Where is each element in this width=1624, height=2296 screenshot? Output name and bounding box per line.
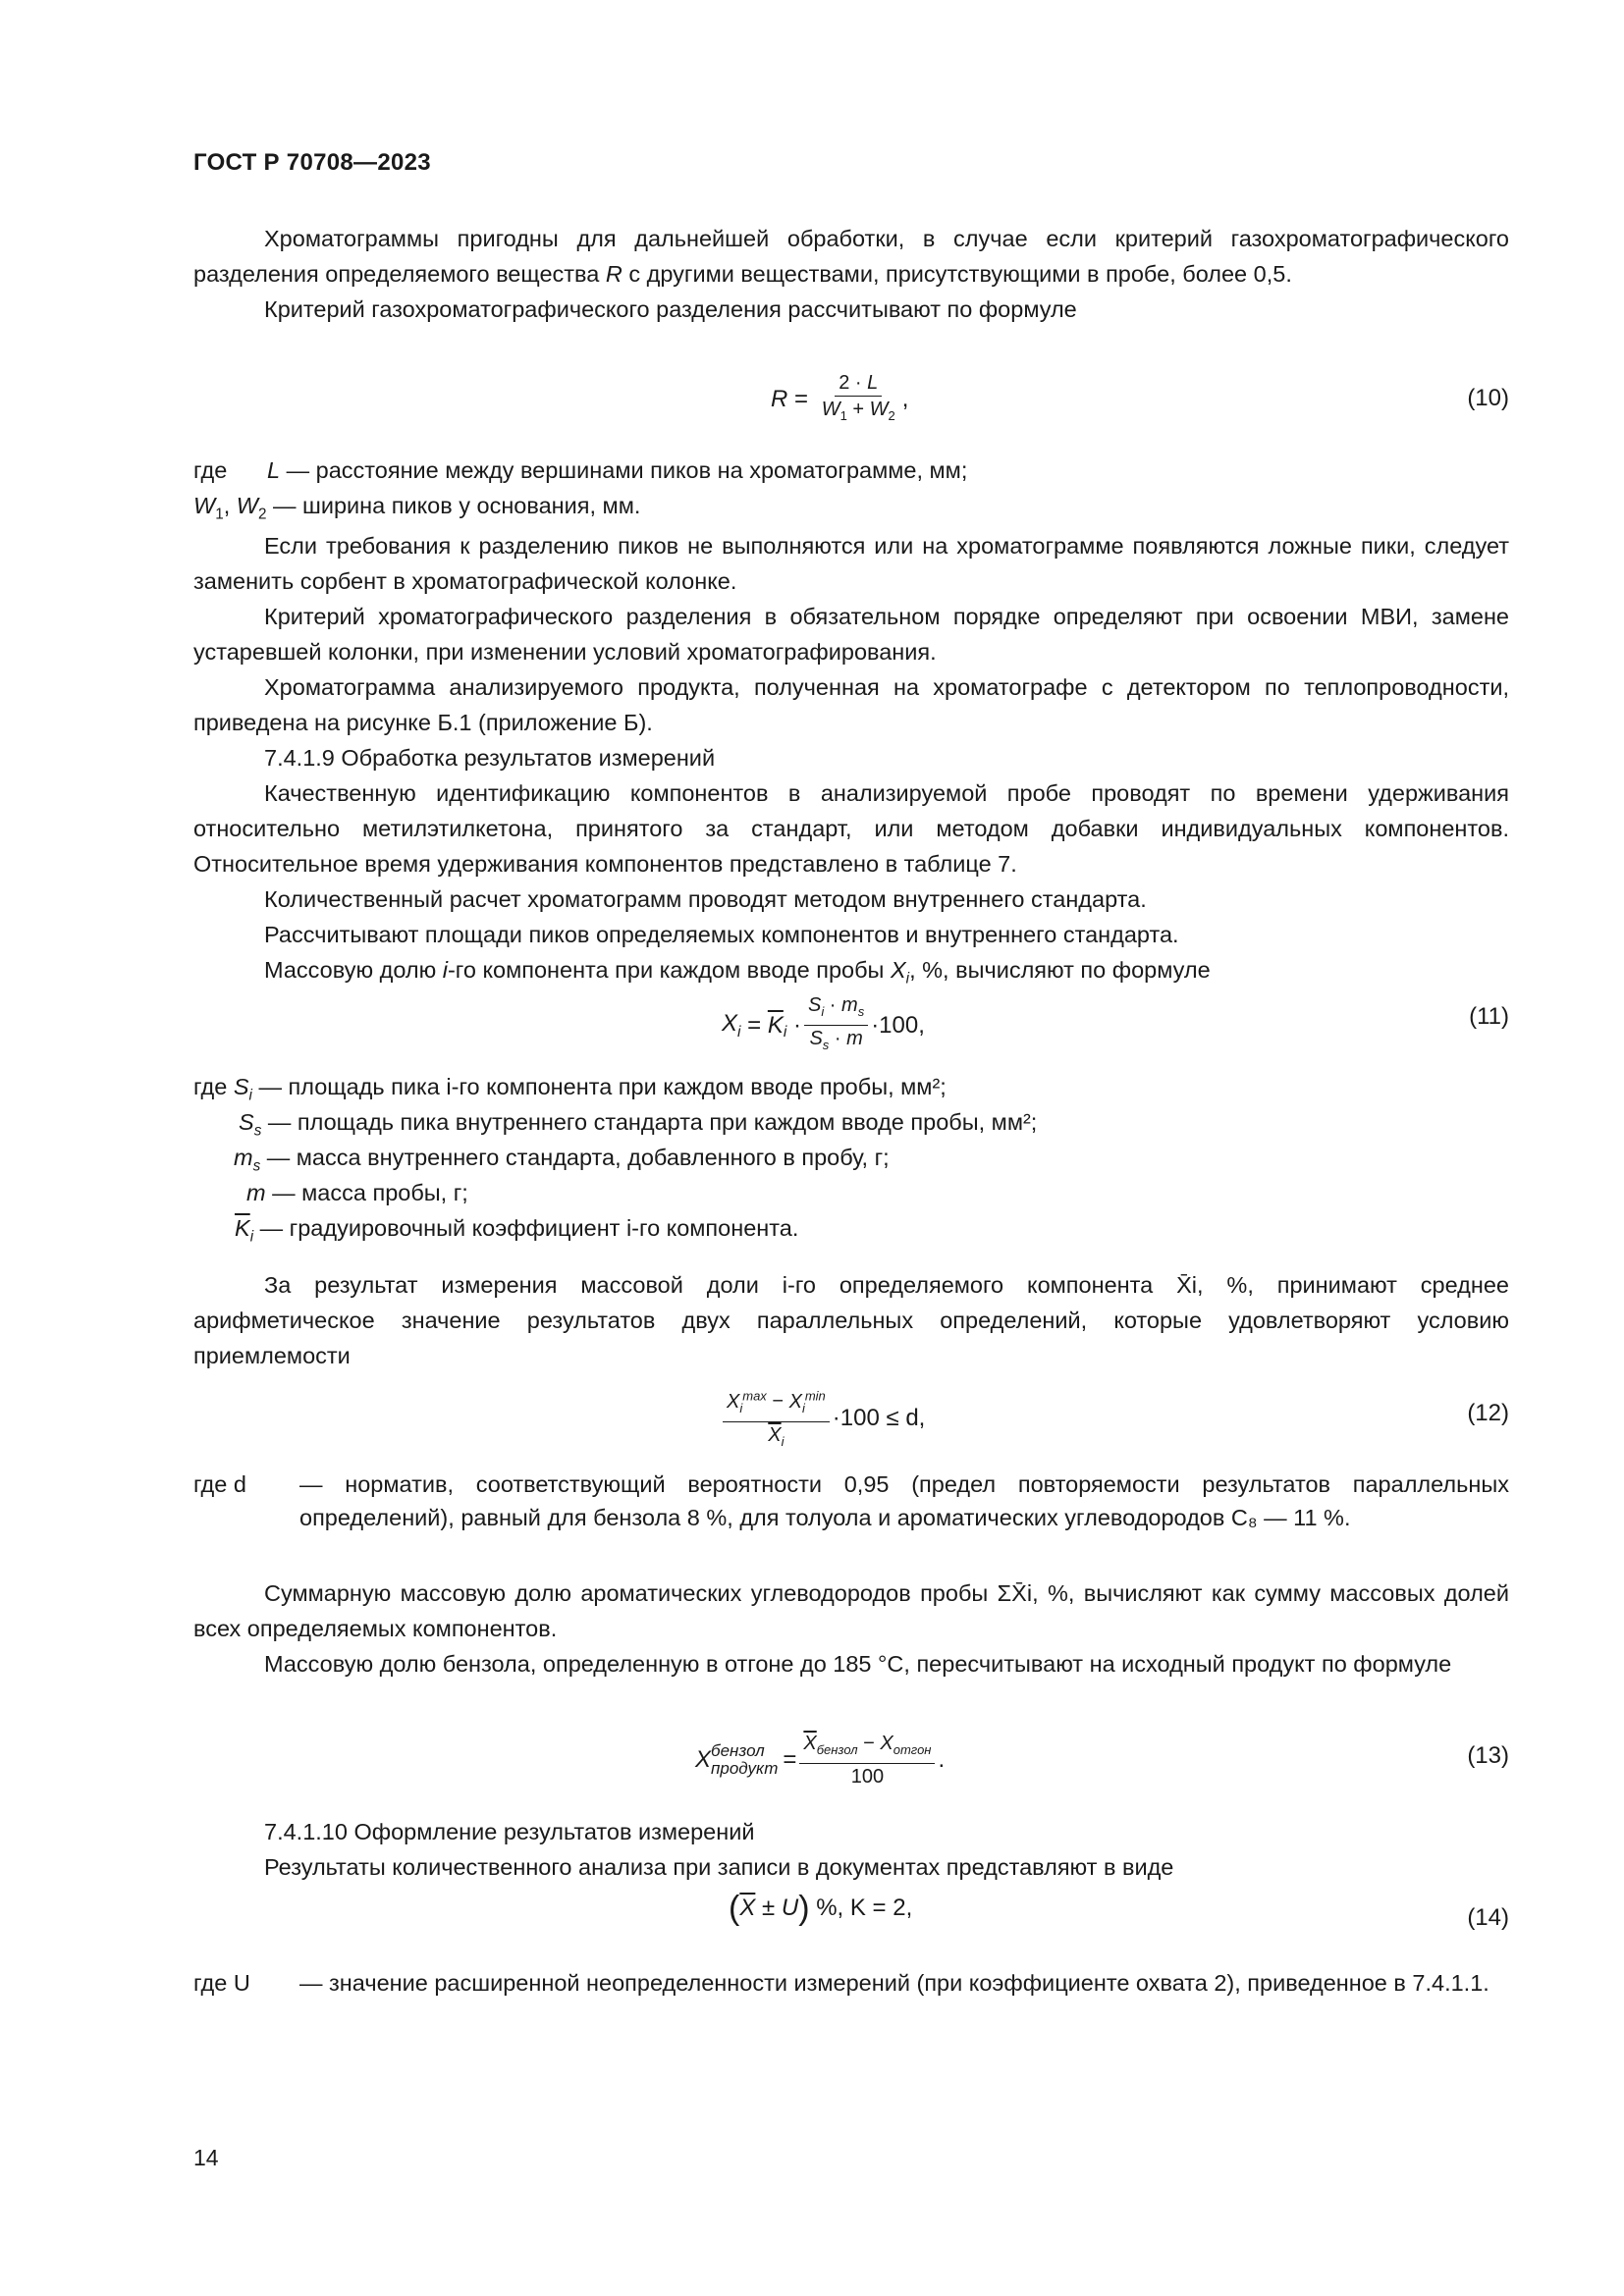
equation-14: ( $\overline{X}$ ± U ) %, K = 2, [729,1890,913,1927]
paragraph-presentation: Результаты количественного анализа при записи в документах представляют в виде [264,1854,1174,1880]
paragraph-chromatograms: Хроматограммы пригодны для дальнейшей обработки, в случае если критерий газохроматографического разделения определяемого вещества R с другими веществами, присутствующими в пробе, более 0,5. [193,226,1509,287]
text-block-result [193,1267,1509,1373]
equation-number-11: (11) [1469,1003,1509,1030]
section-7-4-1-10: 7.4.1.10 Оформление результатов измерений [264,1819,755,1844]
equation-number-10: (10) [1467,385,1509,411]
where-ms: $m_s$ — масса внутреннего стандарта, добавленного в пробу, г; [234,1145,890,1175]
where-L: L — расстояние между вершинами пиков на хроматограмме, мм; [267,457,968,483]
section-7-4-1-9: 7.4.1.9 Обработка результатов измерений [264,745,716,771]
paragraph-sum: Суммарную массовую долю ароматических углеводородов пробы ΣX̄i, %, вычисляют как сумму массовых долей всех определяемых компонентов. [193,1580,1509,1641]
paragraph-identification: Качественную идентификацию компонентов в анализируемой пробе проводят по времени удерживания относительно метилэтилкетона, принятого за стандарт, или методом добавки индивидуальных компонентов. Относительное время удерживания компонентов представлено в таблице 7. [193,780,1509,877]
paragraph-quantitative: Количественный расчет хроматограмм проводят методом внутреннего стандарта. [264,886,1147,912]
text-block-sum [193,1575,1509,1682]
equation-number-14: (14) [1467,1904,1509,1931]
equation-11: $X_i$ = $\overline{K}$ $_i$ · $\frac{S_i \cdot m_s}{S_s \cdot m}$ ·100, [722,994,925,1052]
standard-header: ГОСТ Р 70708—2023 [193,149,431,176]
equation-13: X бензол продукт = $\frac{\overline{X}_{бензол} - X_{отгон}}{100}$ . [695,1733,946,1788]
where-Ki: $\overline{K}_i$ — градуировочный коэффициент i-го компонента. [235,1215,799,1246]
page-number: 14 [193,2145,219,2170]
paragraph-chromatogram-figure: Хроматограмма анализируемого продукта, полученная на хроматографе с детектором по теплопроводности, приведена на рисунке Б.1 (приложение Б). [193,674,1509,735]
where-label: где [193,457,228,483]
text-block-intro [193,221,1509,327]
paragraph-areas: Рассчитывают площади пиков определяемых компонентов и внутреннего стандарта. [264,922,1179,947]
text-block-presentation [193,1814,1509,1885]
paragraph-formula-intro: Критерий газохроматографического разделения рассчитывают по формуле [264,296,1077,322]
equation-number-12: (12) [1467,1400,1509,1426]
where-Ss: $S_s$ — площадь пика внутреннего стандарта при каждом вводе пробы, мм²; [239,1109,1038,1140]
paragraph-mass-fraction: Массовую долю i-го компонента при каждом вводе пробы $X_i$, %, вычисляют по формуле [264,957,1211,988]
paragraph-mandatory: Критерий хроматографического разделения в обязательном порядке определяют при освоении МВИ, замене устаревшей колонки, при изменении условий хроматографирования. [193,604,1509,665]
paragraph-result-mean: За результат измерения массовой доли i-го определяемого компонента X̄i, %, принимают среднее арифметическое значение результатов двух параллельных определений, которые удовлетворяют условию приемлемости [193,1272,1509,1368]
equation-12: $\frac{X_i^{max} - X_i^{min}}{\overline{X}_i}$ ·100 ≤ d, [720,1384,925,1454]
where-W: $W_1$, $W_2$ — ширина пиков у основания, мм. [193,493,641,523]
equation-10: R = $\frac{2 \cdot L}{W_1 + W_2}$ , [771,372,909,423]
where-U: где U — значение расширенной неопределенности измерений (при коэффициенте охвата 2), приведенное в 7.4.1.1. [193,1970,1489,1996]
paragraph-benzene: Массовую долю бензола, определенную в отгоне до 185 °C, пересчитывают на исходный продукт по формуле [264,1651,1452,1677]
text-block-main [193,528,1509,997]
where-d: где d — норматив, соответствующий вероятности 0,95 (предел повторяемости результатов параллельных определений), равный для бензола 8 %, для толуола и ароматических углеводородов C₈ — 11 %. [193,1471,1509,1530]
equation-number-13: (13) [1467,1742,1509,1769]
paragraph-peak-requirements: Если требования к разделению пиков не выполняются или на хроматограмме появляются ложные пики, следует заменить сорбент в хроматографической колонке. [193,533,1509,594]
where-m: m — масса пробы, г; [246,1180,468,1205]
where-Si: где $S_i$ — площадь пика i-го компонента при каждом вводе пробы, мм²; [193,1074,947,1104]
